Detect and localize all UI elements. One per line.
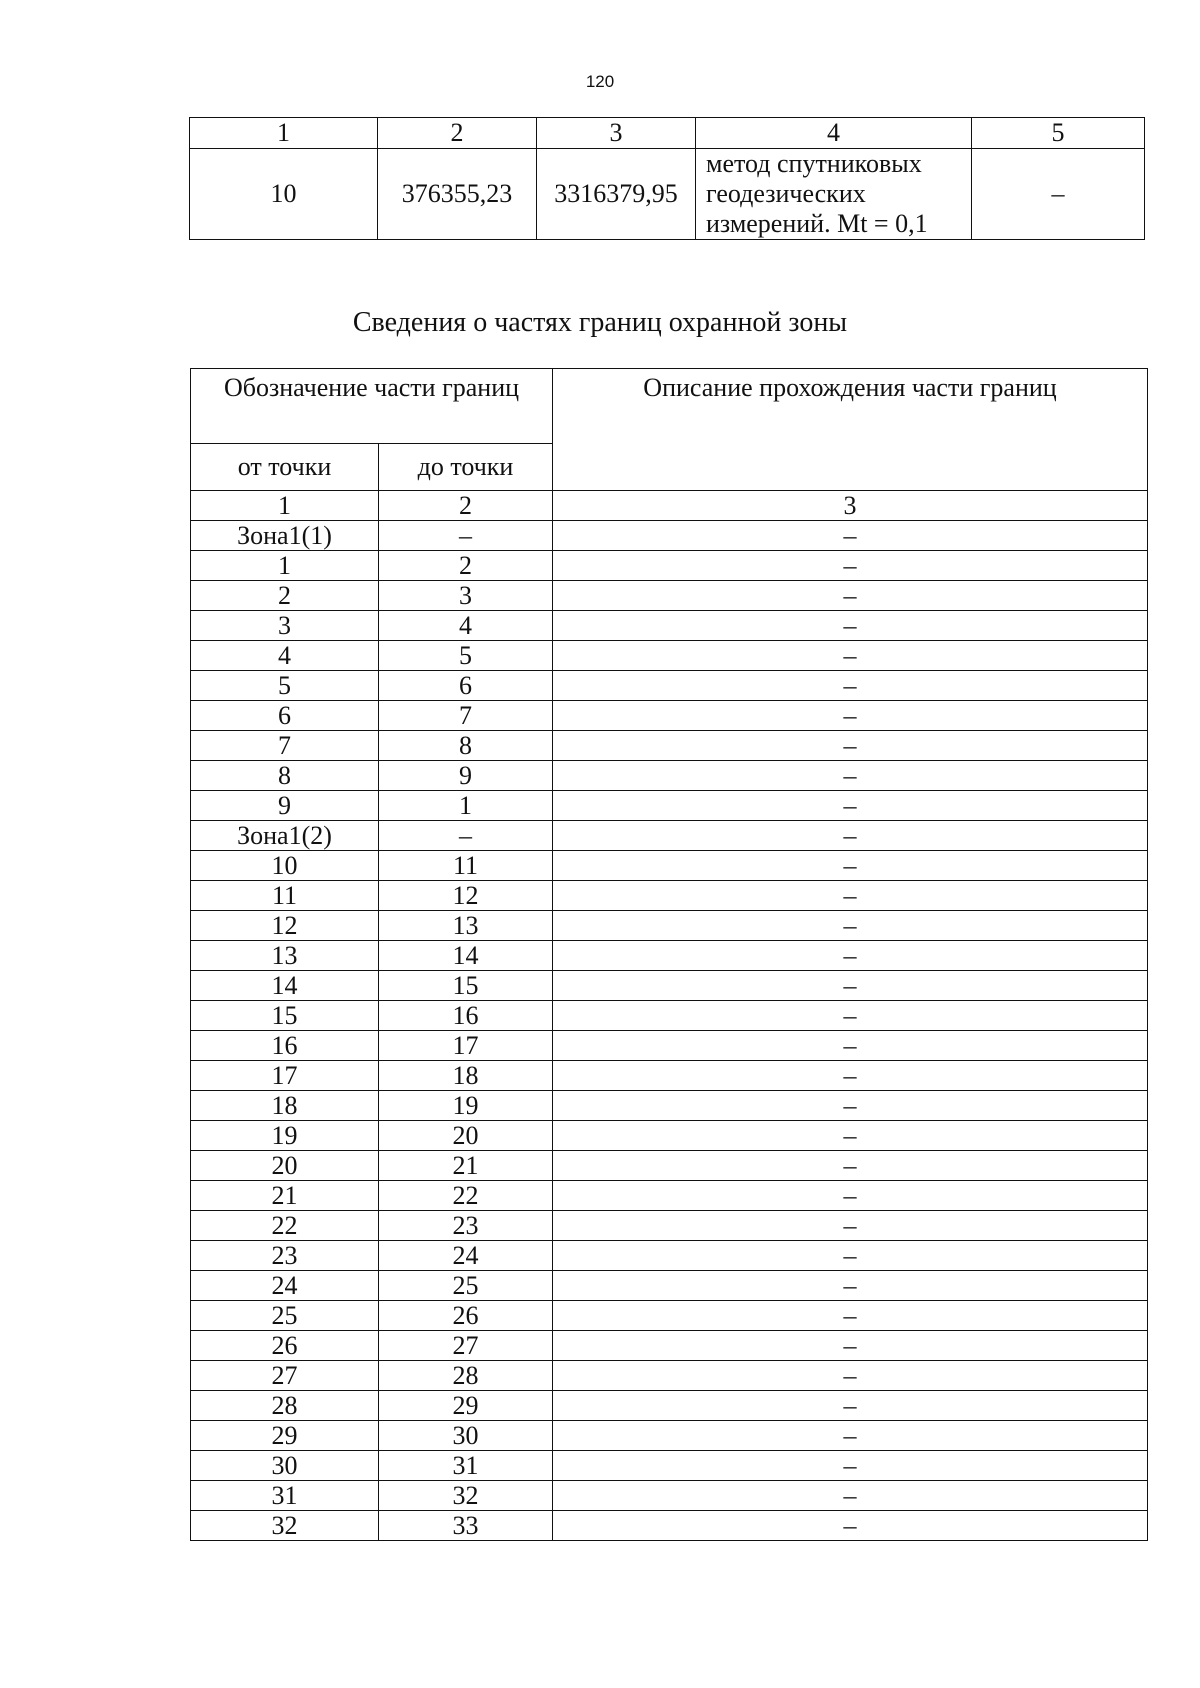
- part-description: –: [553, 551, 1148, 581]
- from-point: 27: [191, 1361, 379, 1391]
- from-point: 11: [191, 881, 379, 911]
- from-point: 25: [191, 1301, 379, 1331]
- to-point: 3: [379, 581, 553, 611]
- table-row: [191, 1181, 1148, 1211]
- table-row: [190, 149, 1145, 240]
- to-point: 7: [379, 701, 553, 731]
- measurement-method: метод спутниковых геодезических измерений. Mt = 0,1: [696, 149, 972, 240]
- table-row: [191, 821, 1148, 851]
- to-point: 2: [379, 551, 553, 581]
- to-point: 8: [379, 731, 553, 761]
- header-to-point: до точки: [379, 444, 553, 491]
- table-row: [191, 881, 1148, 911]
- to-point: 15: [379, 971, 553, 1001]
- from-point: 23: [191, 1241, 379, 1271]
- part-description: –: [553, 1391, 1148, 1421]
- to-point: 29: [379, 1391, 553, 1421]
- from-point: 10: [191, 851, 379, 881]
- part-description: –: [553, 941, 1148, 971]
- to-point: 21: [379, 1151, 553, 1181]
- to-point: 33: [379, 1511, 553, 1541]
- from-point: Зона1(1): [191, 521, 379, 551]
- from-point: 3: [191, 611, 379, 641]
- part-description: –: [553, 1271, 1148, 1301]
- table-row: [191, 581, 1148, 611]
- column-number: 5: [972, 118, 1145, 149]
- header-from-point: от точки: [191, 444, 379, 491]
- table-row: [191, 641, 1148, 671]
- to-point: 14: [379, 941, 553, 971]
- to-point: 32: [379, 1481, 553, 1511]
- from-point: Зона1(2): [191, 821, 379, 851]
- to-point: 19: [379, 1091, 553, 1121]
- page-number: 120: [585, 72, 615, 91]
- table-row: [191, 1121, 1148, 1151]
- part-description: –: [553, 1031, 1148, 1061]
- part-description: –: [553, 971, 1148, 1001]
- part-description: –: [553, 1451, 1148, 1481]
- part-description: –: [553, 1211, 1148, 1241]
- table-row: [191, 791, 1148, 821]
- part-description: –: [553, 761, 1148, 791]
- from-point: 4: [191, 641, 379, 671]
- from-point: 19: [191, 1121, 379, 1151]
- part-description: –: [553, 701, 1148, 731]
- part-description: –: [553, 821, 1148, 851]
- from-point: 8: [191, 761, 379, 791]
- part-description: –: [553, 1091, 1148, 1121]
- to-point: 18: [379, 1061, 553, 1091]
- table-row: [191, 1001, 1148, 1031]
- table-row: [191, 1361, 1148, 1391]
- to-point: 6: [379, 671, 553, 701]
- section-title: Сведения о частях границ охранной зоны: [352, 307, 848, 338]
- part-description: –: [553, 1421, 1148, 1451]
- part-description: –: [553, 521, 1148, 551]
- coordinate-x: 376355,23: [378, 149, 537, 240]
- coordinate-y: 3316379,95: [537, 149, 696, 240]
- from-point: 22: [191, 1211, 379, 1241]
- table-row: [191, 1301, 1148, 1331]
- part-description: –: [553, 581, 1148, 611]
- column-number: 3: [553, 491, 1148, 521]
- part-description: –: [553, 731, 1148, 761]
- from-point: 12: [191, 911, 379, 941]
- boundary-parts-table: [190, 368, 1148, 1541]
- column-number: 4: [696, 118, 972, 149]
- point-description: –: [972, 149, 1145, 240]
- part-description: –: [553, 671, 1148, 701]
- to-point: 4: [379, 611, 553, 641]
- from-point: 28: [191, 1391, 379, 1421]
- table-row: [191, 1511, 1148, 1541]
- to-point: –: [379, 821, 553, 851]
- to-point: 30: [379, 1421, 553, 1451]
- table-row: [191, 1451, 1148, 1481]
- to-point: 31: [379, 1451, 553, 1481]
- part-description: –: [553, 1241, 1148, 1271]
- part-description: –: [553, 1481, 1148, 1511]
- table-row: [191, 521, 1148, 551]
- to-point: 26: [379, 1301, 553, 1331]
- table-row: [191, 611, 1148, 641]
- to-point: 11: [379, 851, 553, 881]
- to-point: 9: [379, 761, 553, 791]
- to-point: –: [379, 521, 553, 551]
- from-point: 9: [191, 791, 379, 821]
- from-point: 14: [191, 971, 379, 1001]
- part-description: –: [553, 1181, 1148, 1211]
- from-point: 31: [191, 1481, 379, 1511]
- column-number: 1: [191, 491, 379, 521]
- part-description: –: [553, 1121, 1148, 1151]
- header-description: Описание прохождения части границ: [553, 369, 1148, 491]
- part-description: –: [553, 1061, 1148, 1091]
- to-point: 20: [379, 1121, 553, 1151]
- from-point: 24: [191, 1271, 379, 1301]
- table-row: [191, 1211, 1148, 1241]
- from-point: 15: [191, 1001, 379, 1031]
- part-description: –: [553, 1001, 1148, 1031]
- from-point: 5: [191, 671, 379, 701]
- to-point: 27: [379, 1331, 553, 1361]
- to-point: 16: [379, 1001, 553, 1031]
- table-row: [191, 1031, 1148, 1061]
- from-point: 13: [191, 941, 379, 971]
- table-row: [191, 551, 1148, 581]
- from-point: 32: [191, 1511, 379, 1541]
- part-description: –: [553, 1151, 1148, 1181]
- column-number: 2: [378, 118, 537, 149]
- to-point: 1: [379, 791, 553, 821]
- from-point: 26: [191, 1331, 379, 1361]
- part-description: –: [553, 791, 1148, 821]
- table-row: [191, 761, 1148, 791]
- table-row: [191, 701, 1148, 731]
- from-point: 16: [191, 1031, 379, 1061]
- table-row: [191, 671, 1148, 701]
- table-row: [191, 941, 1148, 971]
- from-point: 7: [191, 731, 379, 761]
- table-row: [191, 1331, 1148, 1361]
- table-row: [191, 851, 1148, 881]
- parts-table-header: [191, 369, 1148, 444]
- table-row: [191, 1391, 1148, 1421]
- table-row: [191, 1151, 1148, 1181]
- part-description: –: [553, 851, 1148, 881]
- from-point: 29: [191, 1421, 379, 1451]
- to-point: 24: [379, 1241, 553, 1271]
- part-description: –: [553, 641, 1148, 671]
- header-designation: Обозначение части границ: [191, 369, 553, 444]
- part-description: –: [553, 881, 1148, 911]
- to-point: 13: [379, 911, 553, 941]
- from-point: 18: [191, 1091, 379, 1121]
- from-point: 2: [191, 581, 379, 611]
- table-row: [191, 1061, 1148, 1091]
- part-description: –: [553, 911, 1148, 941]
- table-row: [191, 911, 1148, 941]
- to-point: 25: [379, 1271, 553, 1301]
- table-row: [191, 1091, 1148, 1121]
- to-point: 12: [379, 881, 553, 911]
- from-point: 21: [191, 1181, 379, 1211]
- part-description: –: [553, 1361, 1148, 1391]
- coordinates-table-column-numbers: [190, 118, 1145, 149]
- to-point: 28: [379, 1361, 553, 1391]
- column-number: 1: [190, 118, 378, 149]
- from-point: 20: [191, 1151, 379, 1181]
- table-row: [191, 1271, 1148, 1301]
- table-row: [191, 971, 1148, 1001]
- part-description: –: [553, 1511, 1148, 1541]
- to-point: 22: [379, 1181, 553, 1211]
- parts-table-column-numbers: [191, 491, 1148, 521]
- part-description: –: [553, 1331, 1148, 1361]
- to-point: 17: [379, 1031, 553, 1061]
- from-point: 17: [191, 1061, 379, 1091]
- from-point: 30: [191, 1451, 379, 1481]
- part-description: –: [553, 1301, 1148, 1331]
- to-point: 5: [379, 641, 553, 671]
- table-row: [191, 1241, 1148, 1271]
- coordinates-table: [189, 117, 1145, 240]
- table-row: [191, 1481, 1148, 1511]
- column-number: 3: [537, 118, 696, 149]
- table-row: [191, 731, 1148, 761]
- point-number: 10: [190, 149, 378, 240]
- to-point: 23: [379, 1211, 553, 1241]
- part-description: –: [553, 611, 1148, 641]
- from-point: 1: [191, 551, 379, 581]
- table-row: [191, 1421, 1148, 1451]
- column-number: 2: [379, 491, 553, 521]
- from-point: 6: [191, 701, 379, 731]
